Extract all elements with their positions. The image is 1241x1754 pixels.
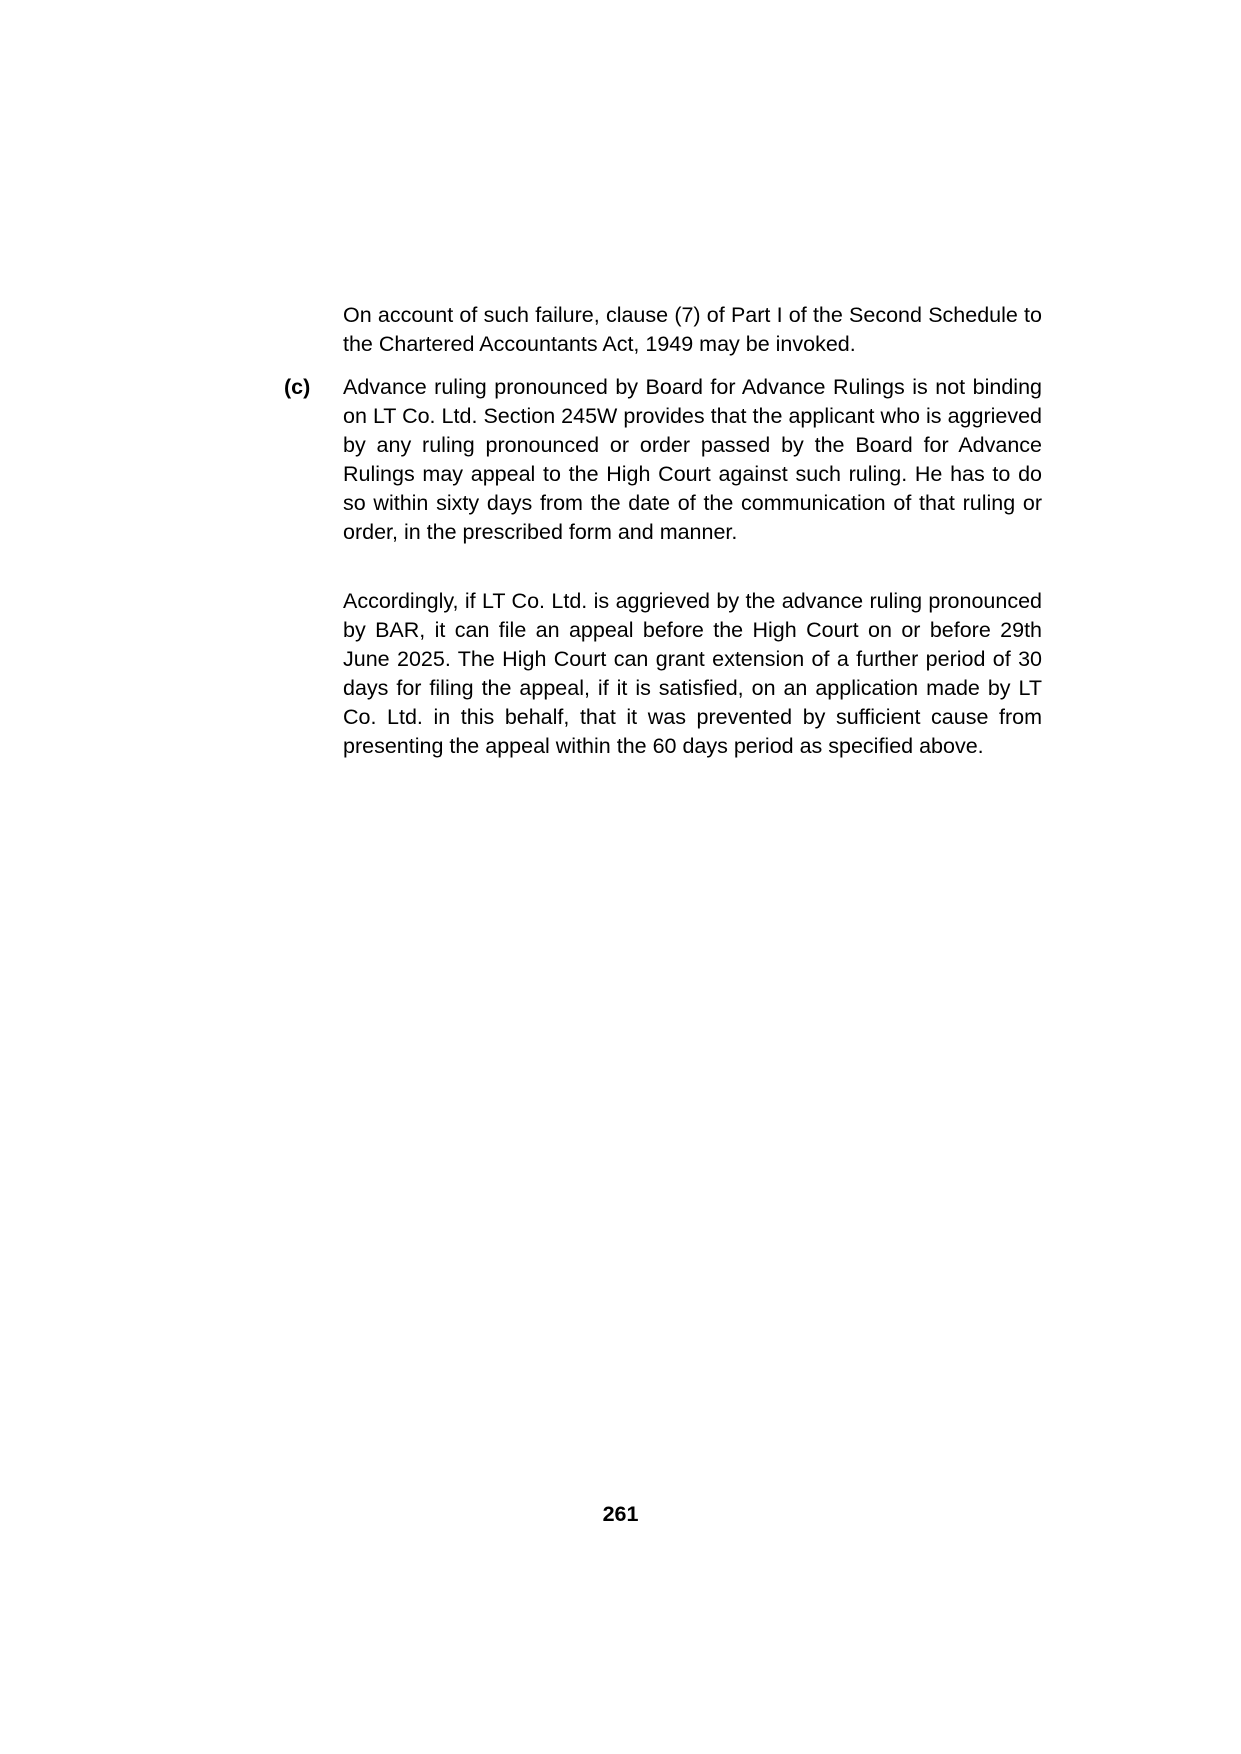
paragraph-appeal-timeline: Accordingly, if LT Co. Ltd. is aggrieved by the advance ruling pronounced by BAR, it can file an appeal before the High Court on or before 29th June 2025. The High Court can grant extension of a further period of 30 days for filing the appeal, if it is satisfied, on an application made by LT Co. Ltd. in this behalf, that it was prevented by sufficient cause from presenting the appeal within the 60 days period as specified above. [343,589,1042,758]
paragraph-failure-consequence: On account of such failure, clause (7) of Part I of the Second Schedule to the Chartered Accountants Act, 1949 may be invoked. [343,303,1042,356]
paragraph-advance-ruling: Advance ruling pronounced by Board for Advance Rulings is not binding on LT Co. Ltd. Section 245W provides that the applicant who is aggrieved by any ruling pronounced or order passed by the Board for Advance Rulings may appeal to the High Court against such ruling. He has to do so within sixty days from the date of the communication of that ruling or order, in the prescribed form and manner. [343,375,1042,544]
page-number: 261 [602,1502,639,1526]
item-label-c: (c) [284,375,311,399]
